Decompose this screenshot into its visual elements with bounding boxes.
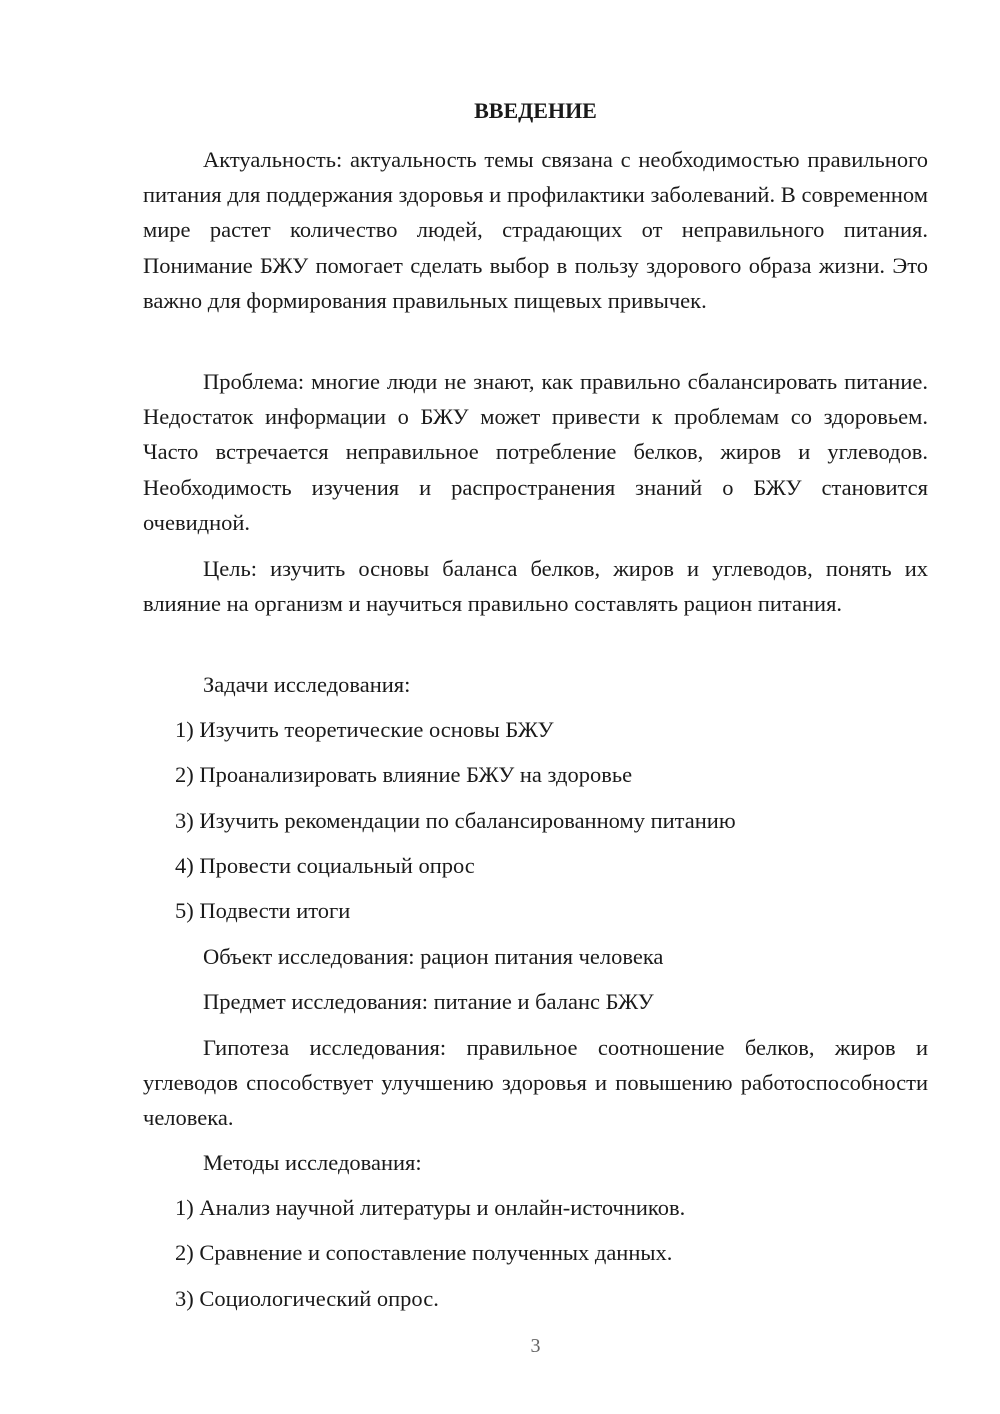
research-object: Объект исследования: рацион питания человека	[203, 944, 664, 969]
tasks-heading: Задачи исследования:	[203, 672, 411, 697]
relevance-paragraph: Актуальность: актуальность темы связана с необходимостью правильного питания для поддержания здоровья и профилактики заболеваний. В современном мире растет количество людей, страдающих от неправильного питания. Понимание БЖУ помогает сделать выбор в пользу здорового образа жизни. Это важно для формирования правильных пищевых привычек.	[143, 147, 928, 313]
method-item-1: 1) Анализ научной литературы и онлайн-источников.	[175, 1195, 686, 1220]
methods-heading: Методы исследования:	[203, 1150, 422, 1175]
page-title: ВВЕДЕНИЕ	[474, 98, 597, 123]
goal-paragraph: Цель: изучить основы баланса белков, жиров и углеводов, понять их влияние на организм и научиться правильно составлять рацион питания.	[143, 556, 928, 617]
research-subject: Предмет исследования: питание и баланс БЖУ	[203, 989, 654, 1014]
method-item-3: 3) Социологический опрос.	[175, 1286, 439, 1311]
task-item-3: 3) Изучить рекомендации по сбалансированному питанию	[175, 808, 736, 833]
method-item-2: 2) Сравнение и сопоставление полученных данных.	[175, 1240, 673, 1265]
task-item-4: 4) Провести социальный опрос	[175, 853, 475, 878]
page-number: 3	[530, 1335, 541, 1357]
task-item-1: 1) Изучить теоретические основы БЖУ	[175, 717, 554, 742]
hypothesis-paragraph: Гипотеза исследования: правильное соотношение белков, жиров и углеводов способствует улучшению здоровья и повышению работоспособности человека.	[143, 1035, 928, 1131]
problem-paragraph: Проблема: многие люди не знают, как правильно сбалансировать питание. Недостаток информации о БЖУ может привести к проблемам со здоровьем. Часто встречается неправильное потребление белков, жиров и углеводов. Необходимость изучения и распространения знаний о БЖУ становится очевидной.	[143, 369, 928, 535]
task-item-5: 5) Подвести итоги	[175, 898, 351, 923]
task-item-2: 2) Проанализировать влияние БЖУ на здоровье	[175, 762, 633, 787]
